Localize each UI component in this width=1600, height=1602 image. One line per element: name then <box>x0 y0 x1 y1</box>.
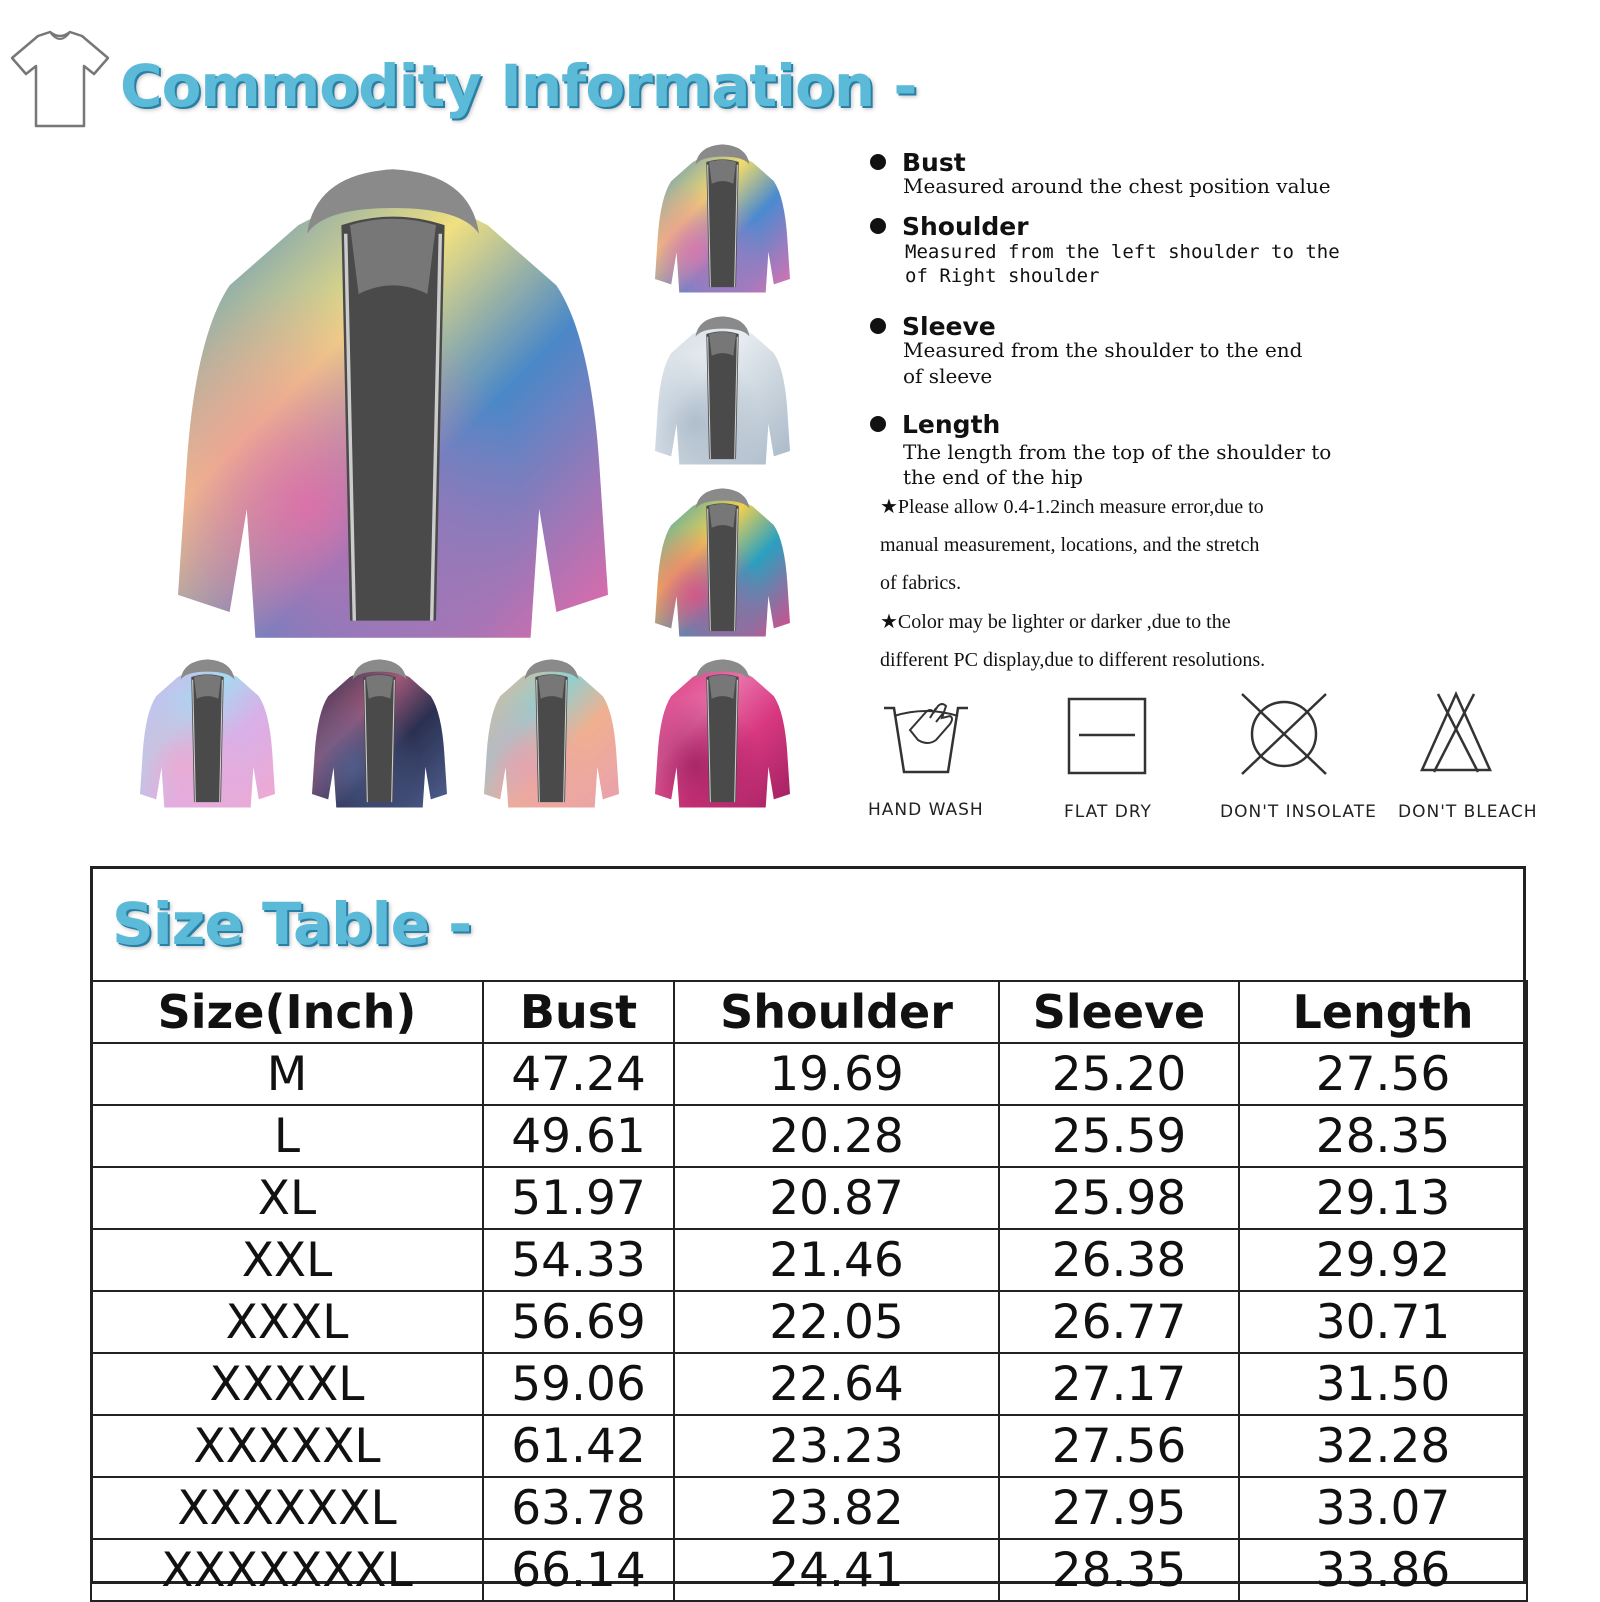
note-line-5: different PC display,due to different resolutions. <box>880 649 1266 671</box>
cell-bust: 54.33 <box>483 1229 674 1291</box>
care-label-hand-wash: HAND WASH <box>868 800 984 820</box>
cell-length: 30.71 <box>1239 1291 1527 1353</box>
jacket-image <box>178 165 608 655</box>
info-desc-sleeve-1: Measured from the shoulder to the end <box>903 338 1303 362</box>
column-header-size: Size(Inch) <box>91 981 483 1043</box>
cell-sleeve: 25.20 <box>999 1043 1239 1105</box>
info-title-length: Length <box>870 410 1000 439</box>
cell-bust: 63.78 <box>483 1477 674 1539</box>
cell-length: 33.86 <box>1239 1539 1527 1601</box>
cell-bust: 49.61 <box>483 1105 674 1167</box>
cell-size: XXXXXXXL <box>91 1539 483 1601</box>
dont-bleach-icon <box>1418 690 1494 781</box>
note-line-2: manual measurement, locations, and the stretch <box>880 534 1260 556</box>
flat-dry-icon <box>1067 697 1149 782</box>
cell-length: 32.28 <box>1239 1415 1527 1477</box>
table-row <box>91 1105 1527 1167</box>
dont-insolate-icon <box>1238 690 1330 783</box>
column-header-sleeve: Sleeve <box>999 981 1239 1043</box>
table-row <box>91 1167 1527 1229</box>
table-row <box>91 1291 1527 1353</box>
jacket-image <box>484 658 619 813</box>
info-desc-length-2: the end of the hip <box>903 465 1083 489</box>
care-label-flat-dry: FLAT DRY <box>1064 802 1152 822</box>
cell-shoulder: 19.69 <box>674 1043 999 1105</box>
cell-sleeve: 25.59 <box>999 1105 1239 1167</box>
cell-sleeve: 27.17 <box>999 1353 1239 1415</box>
cell-shoulder: 22.64 <box>674 1353 999 1415</box>
info-desc-shoulder-2: of Right shoulder <box>905 265 1100 287</box>
cell-shoulder: 20.28 <box>674 1105 999 1167</box>
cell-length: 29.92 <box>1239 1229 1527 1291</box>
cell-size: L <box>91 1105 483 1167</box>
cell-bust: 59.06 <box>483 1353 674 1415</box>
cell-length: 33.07 <box>1239 1477 1527 1539</box>
size-table-title: Size Table - <box>112 890 472 958</box>
column-header-shoulder: Shoulder <box>674 981 999 1043</box>
cell-size: XXXXL <box>91 1353 483 1415</box>
info-desc-sleeve-2: of sleeve <box>903 364 993 388</box>
table-row <box>91 1539 1527 1601</box>
cell-size: XXXXXXL <box>91 1477 483 1539</box>
info-desc-length-1: The length from the top of the shoulder to <box>903 440 1332 464</box>
care-label-dont-insolate: DON'T INSOLATE <box>1220 802 1377 822</box>
jacket-image <box>655 658 790 813</box>
cell-bust: 51.97 <box>483 1167 674 1229</box>
cell-sleeve: 25.98 <box>999 1167 1239 1229</box>
column-header-bust: Bust <box>483 981 674 1043</box>
jacket-image <box>655 143 790 298</box>
cell-shoulder: 22.05 <box>674 1291 999 1353</box>
hand-wash-icon <box>880 688 972 783</box>
jacket-image <box>655 487 790 642</box>
cell-bust: 56.69 <box>483 1291 674 1353</box>
column-header-length: Length <box>1239 981 1527 1043</box>
cell-bust: 61.42 <box>483 1415 674 1477</box>
size-table <box>90 980 1528 1602</box>
page-title: Commodity Information - <box>120 52 917 120</box>
info-title-bust: Bust <box>870 148 966 177</box>
table-row <box>91 1477 1527 1539</box>
info-title-sleeve: Sleeve <box>870 312 996 341</box>
cell-bust: 66.14 <box>483 1539 674 1601</box>
cell-shoulder: 23.82 <box>674 1477 999 1539</box>
table-row <box>91 1229 1527 1291</box>
jacket-image <box>312 658 447 813</box>
cell-sleeve: 27.56 <box>999 1415 1239 1477</box>
cell-sleeve: 27.95 <box>999 1477 1239 1539</box>
jacket-image <box>140 658 275 813</box>
cell-size: XXXL <box>91 1291 483 1353</box>
cell-size: XL <box>91 1167 483 1229</box>
jacket-image <box>655 315 790 470</box>
cell-length: 29.13 <box>1239 1167 1527 1229</box>
cell-size: M <box>91 1043 483 1105</box>
table-row <box>91 1353 1527 1415</box>
cell-length: 28.35 <box>1239 1105 1527 1167</box>
cell-sleeve: 26.38 <box>999 1229 1239 1291</box>
tshirt-icon <box>8 28 112 132</box>
care-label-dont-bleach: DON'T BLEACH <box>1398 802 1538 822</box>
cell-length: 31.50 <box>1239 1353 1527 1415</box>
cell-length: 27.56 <box>1239 1043 1527 1105</box>
note-line-3: of fabrics. <box>880 572 962 594</box>
cell-size: XXL <box>91 1229 483 1291</box>
info-title-shoulder: Shoulder <box>870 212 1029 241</box>
size-table-header-row <box>91 981 1527 1043</box>
table-row <box>91 1043 1527 1105</box>
note-line-4: ★Color may be lighter or darker ,due to the <box>880 611 1231 633</box>
cell-shoulder: 23.23 <box>674 1415 999 1477</box>
cell-shoulder: 20.87 <box>674 1167 999 1229</box>
cell-size: XXXXXL <box>91 1415 483 1477</box>
cell-shoulder: 21.46 <box>674 1229 999 1291</box>
cell-bust: 47.24 <box>483 1043 674 1105</box>
table-row <box>91 1415 1527 1477</box>
cell-sleeve: 26.77 <box>999 1291 1239 1353</box>
cell-sleeve: 28.35 <box>999 1539 1239 1601</box>
info-desc-bust: Measured around the chest position value <box>903 174 1331 198</box>
note-line-1: ★Please allow 0.4-1.2inch measure error,due to <box>880 496 1264 518</box>
cell-shoulder: 24.41 <box>674 1539 999 1601</box>
info-desc-shoulder-1: Measured from the left shoulder to the <box>905 241 1340 263</box>
